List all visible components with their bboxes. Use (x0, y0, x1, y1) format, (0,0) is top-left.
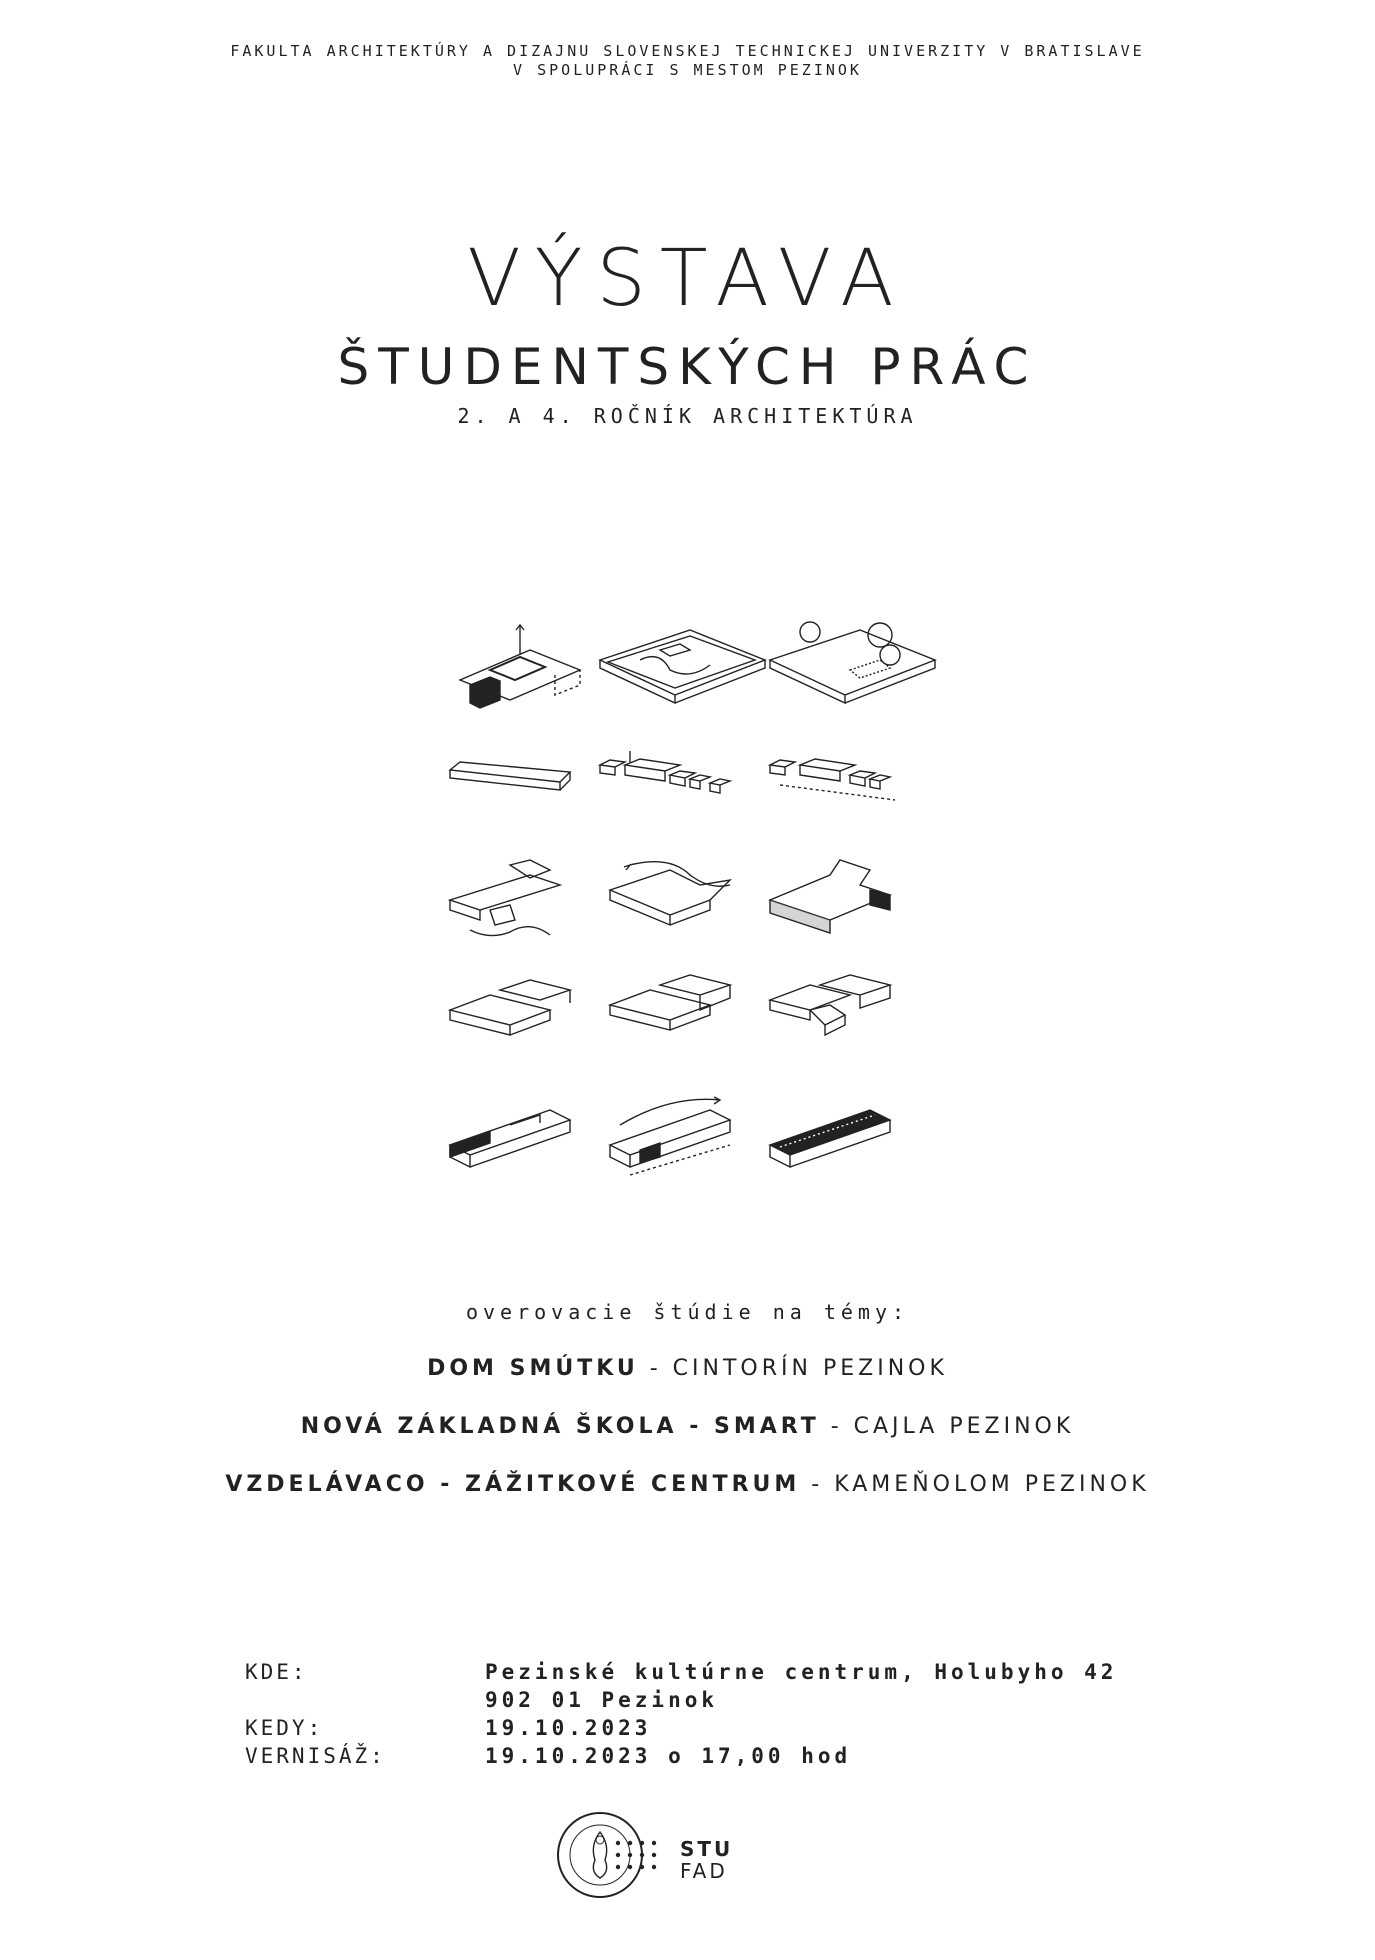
drawing-r1c1 (460, 625, 580, 708)
drawing-r1c3 (770, 622, 935, 703)
drawing-r4c1 (450, 980, 570, 1035)
header-line-2: V SPOLUPRÁCI S MESTOM PEZINOK (513, 61, 862, 79)
theme-3-location: - KAMEŇOLOM PEZINOK (800, 1472, 1150, 1497)
drawing-r5c1 (450, 1110, 570, 1167)
info-where-2 (245, 1688, 718, 1712)
where-label: KDE: (245, 1660, 308, 1684)
year-line: 2. A 4. ROČNÍK ARCHITEKTÚRA (457, 404, 918, 428)
theme-2-title: NOVÁ ZÁKLADNÁ ŠKOLA - SMART (300, 1414, 820, 1439)
theme-1-location: - CINTORÍN PEZINOK (638, 1356, 948, 1381)
stu-fad-logo (680, 1838, 733, 1882)
drawing-r4c3 (770, 975, 890, 1035)
header (0, 42, 1375, 80)
drawing-r3c2 (610, 862, 730, 925)
theme-1-title: DOM SMÚTKU (427, 1356, 639, 1381)
drawing-r2c1 (450, 762, 570, 790)
drawing-r2c3 (770, 759, 895, 800)
fad-text: FAD (680, 1859, 728, 1883)
info-when (245, 1716, 651, 1740)
theme-3 (0, 1472, 1375, 1497)
theme-2-location: - CAJLA PEZINOK (819, 1414, 1075, 1439)
where-value-1: Pezinské kultúrne centrum, Holubyho 42 (485, 1660, 1118, 1684)
drawing-r3c1 (450, 860, 560, 936)
vernissage-label: VERNISÁŽ: (245, 1744, 386, 1768)
axonometric-drawings-grid (440, 605, 940, 1225)
when-label: KEDY: (245, 1716, 324, 1740)
theme-1 (0, 1356, 1375, 1381)
drawing-r2c2 (600, 751, 730, 793)
themes-intro: overovacie štúdie na témy: (465, 1300, 910, 1324)
info-vernissage (245, 1744, 851, 1768)
page-subtitle: ŠTUDENTSKÝCH PRÁC (337, 338, 1038, 396)
vernissage-value: 19.10.2023 o 17,00 hod (485, 1744, 852, 1768)
stu-text: STU (680, 1837, 734, 1861)
stu-dots-icon (613, 1838, 673, 1888)
drawing-r5c2 (610, 1097, 730, 1175)
when-value: 19.10.2023 (485, 1716, 652, 1740)
drawing-r5c3 (770, 1110, 890, 1167)
drawing-r1c2 (600, 630, 765, 703)
theme-2 (0, 1414, 1375, 1439)
info-where (245, 1660, 1117, 1684)
where-value-2: 902 01 Pezinok (485, 1688, 719, 1712)
drawing-r3c3 (770, 860, 890, 933)
header-line-1: FAKULTA ARCHITEKTÚRY A DIZAJNU SLOVENSKEJ TECHNICKEJ UNIVERZITY V BRATISLAVE (230, 42, 1145, 60)
theme-3-title: VZDELÁVACO - ZÁŽITKOVÉ CENTRUM (225, 1472, 801, 1497)
drawing-r4c2 (610, 975, 730, 1030)
page-title: VÝSTAVA (467, 234, 908, 324)
footer-logos (555, 1810, 855, 1920)
